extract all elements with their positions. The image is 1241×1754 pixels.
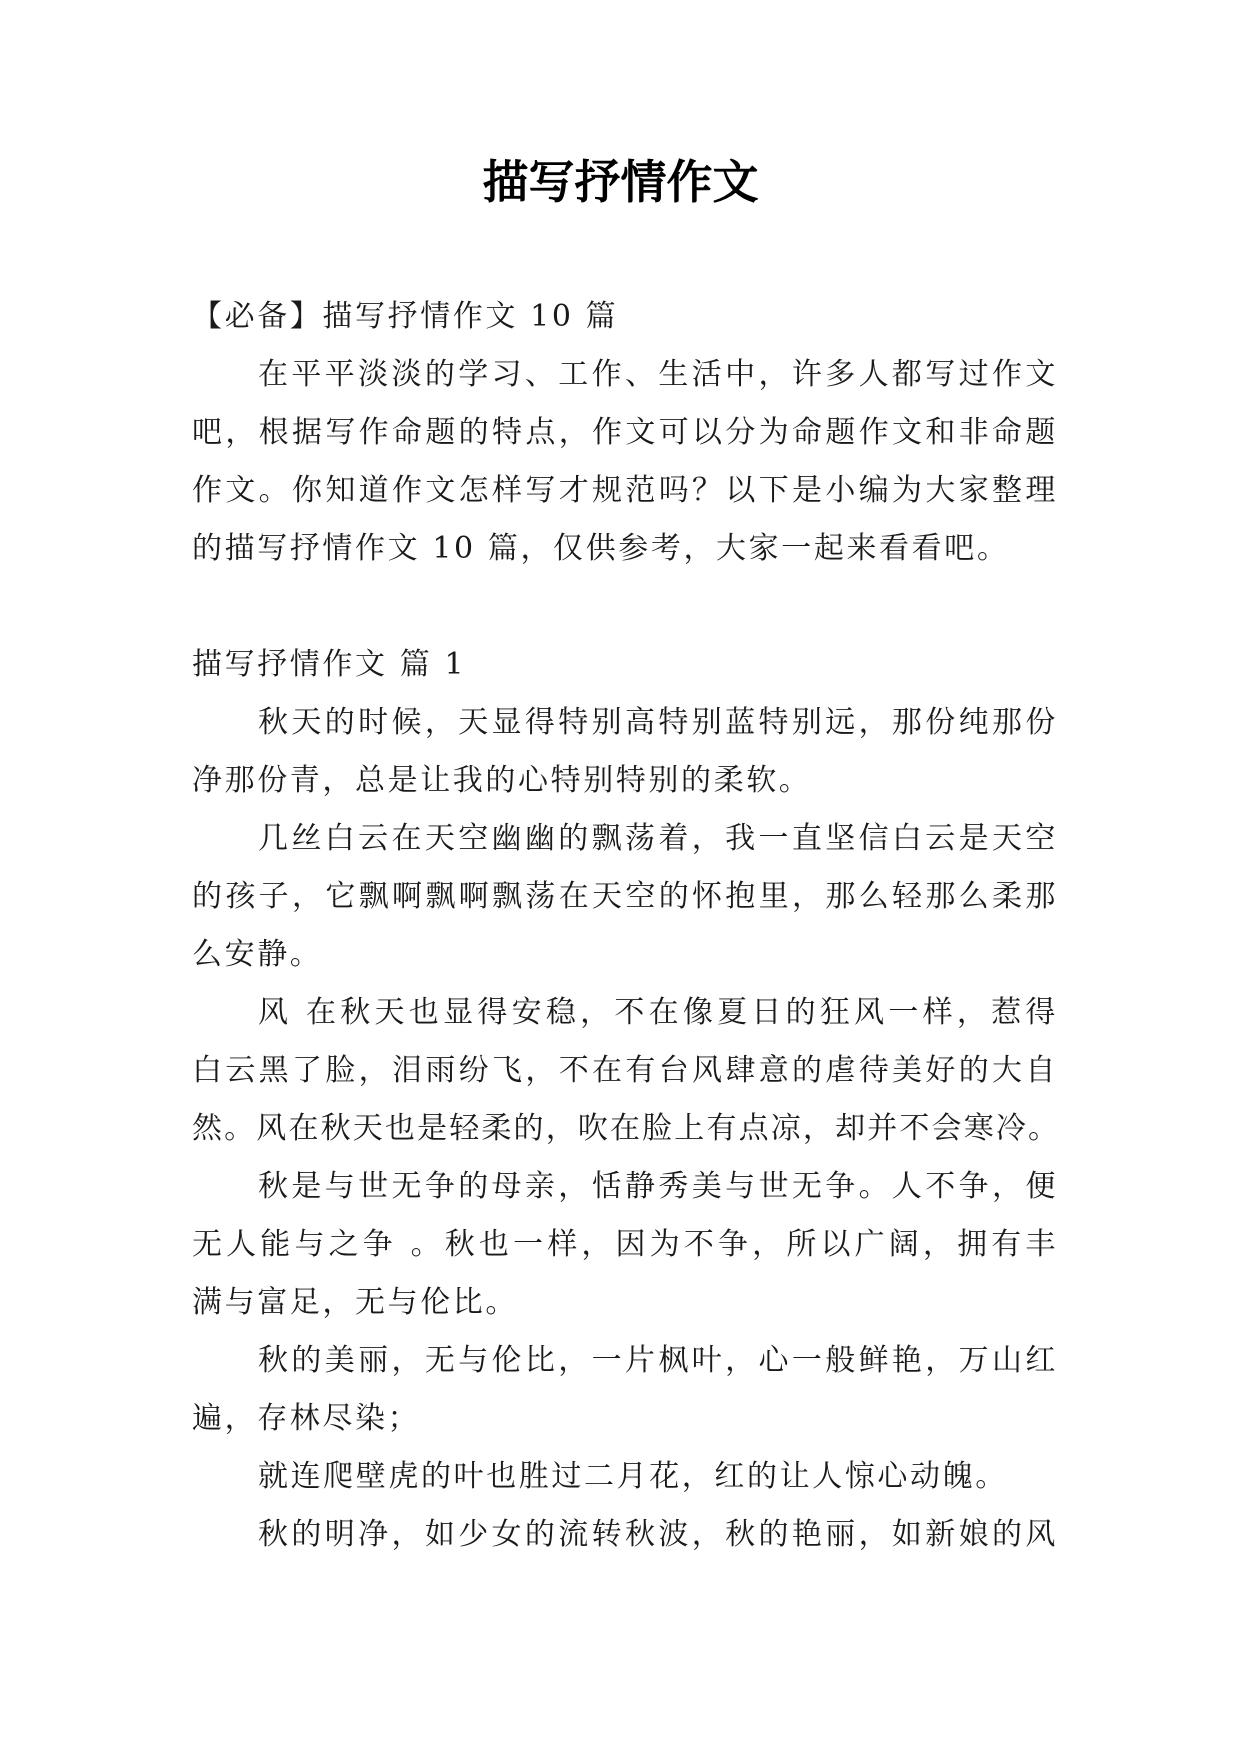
paragraph-line: 风 在秋天也显得安稳，不在像夏日的狂风一样，惹得 xyxy=(258,995,1058,1030)
intro-line: 作文。你知道作文怎样写才规范吗？以下是小编为大家整理 xyxy=(192,473,1058,508)
paragraph-line: 就连爬壁虎的叶也胜过二月花，红的让人惊心动魄。 xyxy=(258,1459,1008,1494)
document-body xyxy=(192,288,1058,1564)
intro-line: 的描写抒情作文 10 篇，仅供参考，大家一起来看看吧。 xyxy=(192,531,1010,566)
paragraph-line: 净那份青，总是让我的心特别特别的柔软。 xyxy=(192,763,812,798)
paragraph-line: 遍，存林尽染； xyxy=(192,1401,421,1436)
paragraph-line: 秋天的时候，天显得特别高特别蓝特别远，那份纯那份 xyxy=(258,705,1058,740)
paragraph-line: 么安静。 xyxy=(192,937,323,972)
paragraph-line: 秋的美丽，无与伦比，一片枫叶，心一般鲜艳，万山红 xyxy=(258,1343,1058,1378)
blank-line xyxy=(192,578,1058,636)
paragraph-line: 满与富足，无与伦比。 xyxy=(192,1285,518,1320)
paragraph-line: 秋的明净，如少女的流转秋波，秋的艳丽，如新娘的风 xyxy=(258,1517,1058,1552)
subtitle: 【必备】描写抒情作文 10 篇 xyxy=(192,299,619,334)
paragraph-line: 几丝白云在天空幽幽的飘荡着，我一直坚信白云是天空 xyxy=(258,821,1058,856)
paragraph-line: 秋是与世无争的母亲，恬静秀美与世无争。人不争，便 xyxy=(258,1169,1058,1204)
document-title: 描写抒情作文 xyxy=(482,155,759,209)
paragraph-line: 白云黑了脸，泪雨纷飞，不在有台风肆意的虐待美好的大自 xyxy=(192,1053,1058,1088)
paragraph-line: 无人能与之争 。秋也一样，因为不争，所以广阔，拥有丰 xyxy=(192,1227,1058,1262)
paragraph-line: 然。风在秋天也是轻柔的，吹在脸上有点凉，却并不会寒冷。 xyxy=(192,1111,1058,1146)
intro-line: 在平平淡淡的学习、工作、生活中，许多人都写过作文 xyxy=(258,357,1058,392)
paragraph-line: 的孩子，它飘啊飘啊飘荡在天空的怀抱里，那么轻那么柔那 xyxy=(192,879,1058,914)
intro-line: 吧，根据写作命题的特点，作文可以分为命题作文和非命题 xyxy=(192,415,1058,450)
section-heading: 描写抒情作文 篇 1 xyxy=(192,647,467,682)
